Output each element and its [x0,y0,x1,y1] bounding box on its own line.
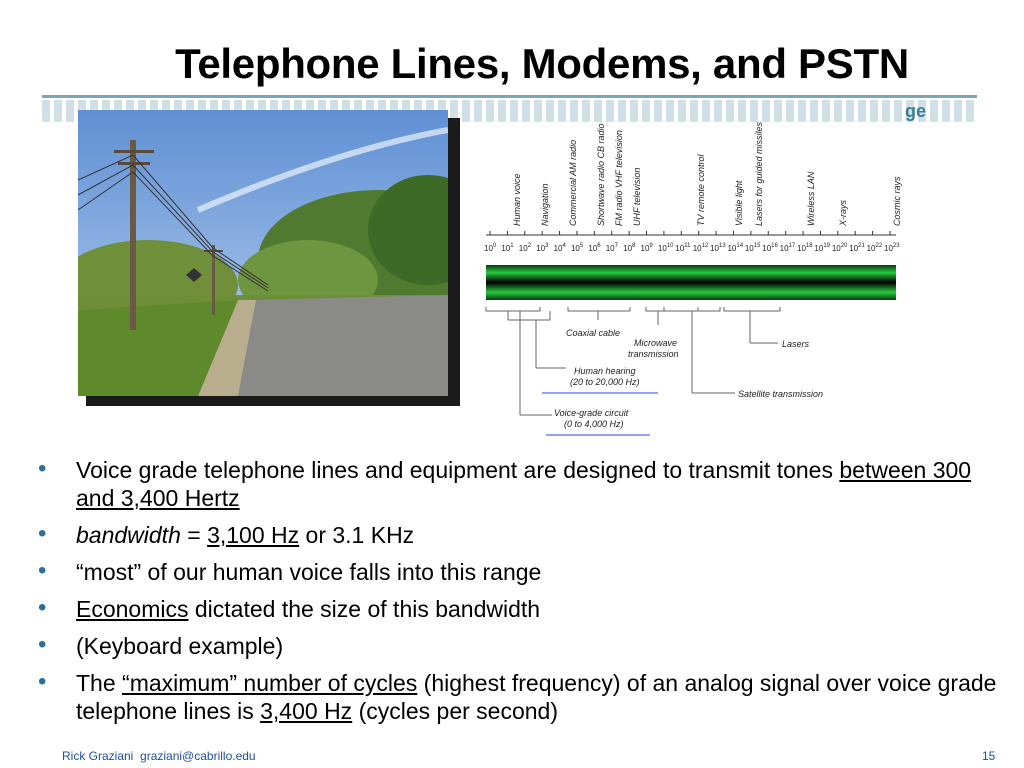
bullet-list [38,456,1008,734]
scale-label: $10^9$ [640,243,653,253]
spectrum-top-label: Wireless LAN [806,171,816,226]
microwave-label-line-2: transmission [628,349,679,359]
scale-label: $10^2$ [518,243,532,253]
scale-label: $10^1$ [501,243,514,253]
scale-label: $10^4$ [553,243,566,253]
bullet-item: • bandwidth = 3,100 Hz or 3.1 KHz [38,520,415,548]
scale-label: $10^{18}$ [797,243,813,253]
title-rule [42,95,977,98]
spectrum-top-label: Human voice [512,173,522,226]
bullet-dot-icon: • [38,557,47,584]
scale-label: $10^{15}$ [744,243,761,253]
spectrum-top-label: X-rays [838,199,848,226]
scale-label: $10^7$ [605,243,618,253]
page-number: 15 [982,749,996,763]
bullet-item: • The “maximum” number of cycles (highest frequency) of an analog signal over voice grade telephone lines is 3,400 Hz (cycles per second) [38,668,997,724]
spectrum-top-label: UHF television [632,167,642,226]
lasers-label: Lasers [782,339,810,349]
bullet-dot-icon: • [38,631,47,658]
scale-label: $10^{19}$ [814,243,831,253]
scale-label: $10^{23}$ [884,243,900,253]
bullet-dot-icon: • [38,520,47,547]
spectrum-top-label: Cosmic rays [892,176,902,226]
footer-author: Rick Graziani [62,749,134,763]
spectrum-top-label: Lasers for guided missiles [754,121,764,226]
voice-grade-label-line-2: (0 to 4,000 Hz) [564,419,624,429]
scale-label: $10^0$ [484,243,497,253]
scale-label: $10^{14}$ [727,243,744,253]
bullet-item: • “most” of our human voice falls into this range [38,557,542,585]
bullet-dot-icon: • [38,668,47,695]
scale-label: $10^{11}$ [675,243,691,253]
bullet-item: • Economics dictated the size of this bandwidth [38,594,541,622]
spectrum-top-label: Navigation [540,183,550,226]
coaxial-cable-label: Coaxial cable [566,328,621,338]
scale-label: $10^{10}$ [657,243,674,253]
stray-text: ge [905,101,927,121]
bullet-item: • (Keyboard example) [38,631,284,659]
scale-label: $10^6$ [588,243,601,253]
spectrum-top-label: TV remote control [696,154,706,226]
voice-grade-label-line-1: Voice-grade circuit [554,408,629,418]
scale-label: $10^{16}$ [762,243,778,253]
human-hearing-label-line-2: (20 to 20,000 Hz) [570,377,640,387]
slide-title: Telephone Lines, Modems, and PSTN [175,40,909,87]
scale-label: $10^{21}$ [849,243,865,253]
frequency-band [486,265,896,300]
spectrum-top-label: Visible light [734,180,744,226]
scale-label: $10^{22}$ [866,243,883,253]
footer-email[interactable]: graziani@cabrillo.edu [140,749,256,763]
scale-label: $10^{20}$ [831,243,848,253]
scale-label: $10^5$ [570,243,584,253]
road-photo [78,110,448,396]
bullet-item: • Voice grade telephone lines and equipment are designed to transmit tones between 300 and 3,400 Hertz [38,455,972,511]
scale-label: $10^{12}$ [692,243,709,253]
spectrum-figure [480,110,910,440]
footer [62,749,256,763]
scale-label: $10^{13}$ [710,243,726,253]
bullet-dot-icon: • [38,594,47,621]
human-hearing-label-line-1: Human hearing [574,366,636,376]
satellite-label: Satellite transmission [738,389,824,399]
spectrum-top-label: Commercial AM radio [568,139,578,226]
spectrum-top-label: FM radio VHF television [614,130,624,226]
scale-label: $10^8$ [623,243,636,253]
scale-label: $10^3$ [536,243,549,253]
bullet-dot-icon: • [38,455,47,482]
microwave-label-line-1: Microwave [634,338,678,348]
scale-label: $10^{17}$ [779,243,796,253]
spectrum-top-label: Shortwave radio CB radio [596,123,606,226]
